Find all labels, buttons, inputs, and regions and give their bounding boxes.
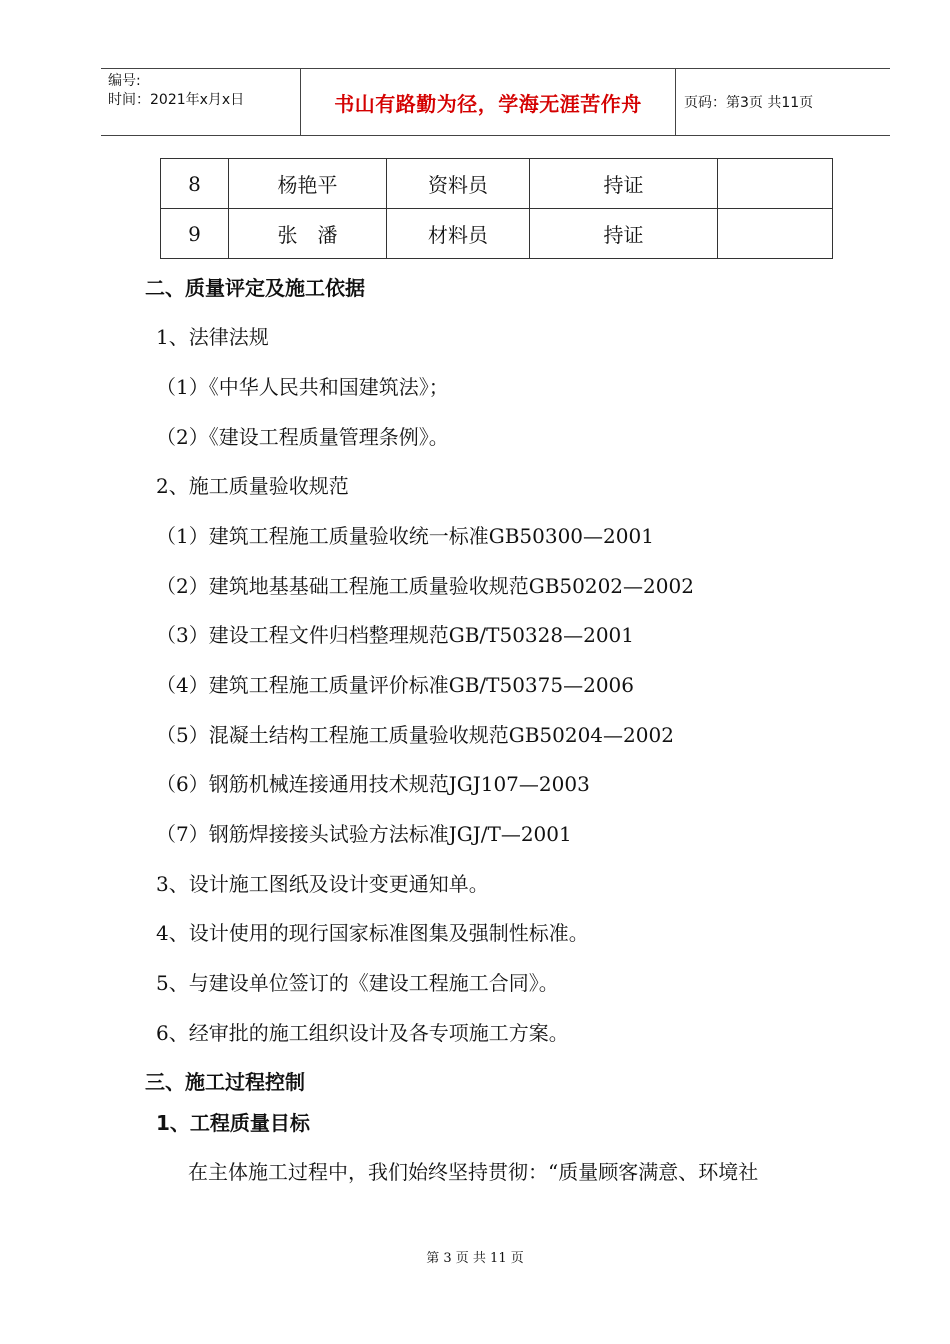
table-cell: 资料员 bbox=[387, 159, 530, 209]
header-page-info: 页码：第3页 共11页 bbox=[684, 95, 814, 111]
list-item: 6、经审批的施工组织设计及各专项施工方案。 bbox=[156, 1021, 569, 1045]
table-cell: 杨艳平 bbox=[229, 159, 387, 209]
table-cell: 持证 bbox=[530, 159, 718, 209]
list-item: （2）《建设工程质量管理条例》。 bbox=[156, 425, 449, 449]
list-item: 1、法律法规 bbox=[156, 325, 269, 349]
list-item: （3）建设工程文件归档整理规范GB/T50328—2001 bbox=[156, 623, 634, 647]
list-item: 4、设计使用的现行国家标准图集及强制性标准。 bbox=[156, 921, 589, 945]
section-heading: 三、施工过程控制 bbox=[145, 1070, 305, 1094]
list-item: 5、与建设单位签订的《建设工程施工合同》。 bbox=[156, 971, 559, 995]
list-item: （5）混凝土结构工程施工质量验收规范GB50204—2002 bbox=[156, 723, 674, 747]
list-item: （4）建筑工程施工质量评价标准GB/T50375—2006 bbox=[156, 673, 634, 697]
table-cell: 材料员 bbox=[387, 209, 530, 259]
list-item: （7）钢筋焊接接头试验方法标准JGJ/T—2001 bbox=[156, 822, 572, 846]
header-meta bbox=[101, 69, 301, 135]
table-cell: 持证 bbox=[530, 209, 718, 259]
list-item: （6）钢筋机械连接通用技术规范JGJ107—2003 bbox=[156, 772, 590, 796]
list-item: （2）建筑地基基础工程施工质量验收规范GB50202—2002 bbox=[156, 574, 694, 598]
time-label: 时间：2021年x月x日 bbox=[108, 92, 245, 108]
list-item: 3、设计施工图纸及设计变更通知单。 bbox=[156, 872, 489, 896]
page-footer: 第 3 页 共 11 页 bbox=[426, 1251, 524, 1266]
page-header bbox=[101, 68, 890, 136]
table-cell bbox=[718, 209, 833, 259]
table-cell bbox=[718, 159, 833, 209]
table-row bbox=[161, 159, 833, 209]
number-label: 编号: bbox=[108, 73, 141, 89]
staff-table bbox=[160, 158, 833, 259]
list-item: （1）建筑工程施工质量验收统一标准GB50300—2001 bbox=[156, 524, 654, 548]
subsection-heading: 1、工程质量目标 bbox=[156, 1111, 310, 1135]
table-cell: 9 bbox=[161, 209, 229, 259]
table-row bbox=[161, 209, 833, 259]
paragraph: 在主体施工过程中，我们始终坚持贯彻：“质量顾客满意、环境社 bbox=[188, 1160, 759, 1184]
header-motto: 书山有路勤为径，学海无涯苦作舟 bbox=[301, 69, 676, 135]
section-heading: 二、质量评定及施工依据 bbox=[145, 276, 365, 300]
list-item: （1）《中华人民共和国建筑法》； bbox=[156, 375, 449, 399]
list-item: 2、施工质量验收规范 bbox=[156, 474, 349, 498]
table-cell: 张 潘 bbox=[229, 209, 387, 259]
table-cell: 8 bbox=[161, 159, 229, 209]
